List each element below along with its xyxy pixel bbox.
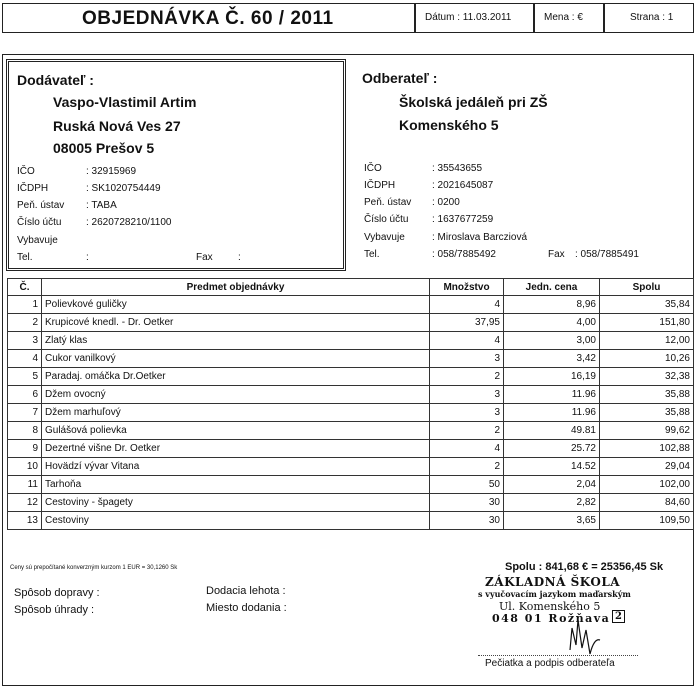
row-total-cell: 35,88 xyxy=(600,386,694,404)
row-unit-price-cell: 16,19 xyxy=(504,368,600,386)
table-row xyxy=(8,404,694,422)
page-title: OBJEDNÁVKA Č. 60 / 2011 xyxy=(82,8,334,29)
col-header-total: Spolu xyxy=(600,279,694,296)
row-quantity-cell: 4 xyxy=(430,296,504,314)
row-total-cell: 102,00 xyxy=(600,476,694,494)
col-header-quantity: Množstvo xyxy=(430,279,504,296)
supplier-street: Ruská Nová Ves 27 xyxy=(53,118,181,134)
currency: Mena : € xyxy=(544,12,583,23)
customer-name: Školská jedáleň pri ZŠ xyxy=(399,94,548,110)
row-number-cell: 7 xyxy=(8,404,42,422)
row-item-cell: Krupicové knedl. - Dr. Oetker xyxy=(42,314,430,332)
supplier-fax-value: : xyxy=(238,252,241,263)
grand-total: Spolu : 841,68 € = 25356,45 Sk xyxy=(505,561,664,573)
table-row xyxy=(8,368,694,386)
col-header-unit-price: Jedn. cena xyxy=(504,279,600,296)
signature-line xyxy=(478,655,638,656)
customer-tel-value: : 058/7885492 xyxy=(432,249,496,260)
row-number-cell: 10 xyxy=(8,458,42,476)
row-unit-price-cell: 2,82 xyxy=(504,494,600,512)
supplier-tel-value: : xyxy=(86,252,89,263)
row-quantity-cell: 30 xyxy=(430,512,504,530)
table-row xyxy=(8,458,694,476)
row-number-cell: 6 xyxy=(8,386,42,404)
table-header-row xyxy=(8,279,694,296)
page-number: Strana : 1 xyxy=(630,12,674,23)
row-number-cell: 2 xyxy=(8,314,42,332)
row-item-cell: Zlatý klas xyxy=(42,332,430,350)
row-unit-price-cell: 14.52 xyxy=(504,458,600,476)
row-item-cell: Cestoviny - špagety xyxy=(42,494,430,512)
row-total-cell: 29,04 xyxy=(600,458,694,476)
row-unit-price-cell: 4,00 xyxy=(504,314,600,332)
row-total-cell: 102,88 xyxy=(600,440,694,458)
supplier-ico-label: IČO xyxy=(17,166,35,177)
supplier-name: Vaspo-Vlastimil Artim xyxy=(53,94,197,110)
row-item-cell: Dezertné višne Dr. Oetker xyxy=(42,440,430,458)
row-quantity-cell: 2 xyxy=(430,368,504,386)
col-header-item: Predmet objednávky xyxy=(42,279,430,296)
row-total-cell: 84,60 xyxy=(600,494,694,512)
delivery-method-label: Spôsob dopravy : xyxy=(14,587,100,599)
row-total-cell: 12,00 xyxy=(600,332,694,350)
row-item-cell: Tarhoňa xyxy=(42,476,430,494)
supplier-icdph-label: IČDPH xyxy=(17,183,49,194)
stamp-number-box: 2 xyxy=(612,610,625,623)
row-total-cell: 10,26 xyxy=(600,350,694,368)
stamp-line-3: Ul. Komenského 5 xyxy=(499,600,601,613)
row-item-cell: Gulášová polievka xyxy=(42,422,430,440)
row-number-cell: 11 xyxy=(8,476,42,494)
row-quantity-cell: 30 xyxy=(430,494,504,512)
customer-ico-value: : 35543655 xyxy=(432,163,483,174)
customer-ico-label: IČO xyxy=(364,163,382,174)
customer-icdph-value: : 2021645087 xyxy=(432,180,494,191)
signature-label: Pečiatka a podpis odberateľa xyxy=(485,658,615,669)
row-unit-price-cell: 3,42 xyxy=(504,350,600,368)
row-unit-price-cell: 2,04 xyxy=(504,476,600,494)
stamp-line-4: 048 01 Rožňava xyxy=(492,612,611,625)
table-row xyxy=(8,350,694,368)
row-item-cell: Cestoviny xyxy=(42,512,430,530)
customer-fax-value: : 058/7885491 xyxy=(575,249,639,260)
supplier-bank-label: Peň. ústav xyxy=(17,200,65,211)
supplier-handler-label: Vybavuje xyxy=(17,235,58,246)
conversion-note: Ceny sú prepočítané konverzným kurzom 1 EUR = 30,1260 Sk xyxy=(10,565,178,571)
row-quantity-cell: 37,95 xyxy=(430,314,504,332)
table-row xyxy=(8,494,694,512)
stamp-line-1: ZÁKLADNÁ ŠKOLA xyxy=(485,575,621,589)
col-header-number: Č. xyxy=(8,279,42,296)
row-quantity-cell: 50 xyxy=(430,476,504,494)
table-row xyxy=(8,314,694,332)
supplier-icdph-value: : SK1020754449 xyxy=(86,183,161,194)
row-item-cell: Hovädzí vývar Vitana xyxy=(42,458,430,476)
customer-tel-label: Tel. xyxy=(364,249,380,260)
row-number-cell: 5 xyxy=(8,368,42,386)
row-quantity-cell: 4 xyxy=(430,332,504,350)
row-item-cell: Džem ovocný xyxy=(42,386,430,404)
order-items-table xyxy=(7,278,694,530)
table-row xyxy=(8,512,694,530)
row-unit-price-cell: 8,96 xyxy=(504,296,600,314)
row-number-cell: 1 xyxy=(8,296,42,314)
row-item-cell: Polievkové guličky xyxy=(42,296,430,314)
row-total-cell: 35,84 xyxy=(600,296,694,314)
payment-method-label: Spôsob úhrady : xyxy=(14,604,95,616)
row-total-cell: 99,62 xyxy=(600,422,694,440)
row-total-cell: 32,38 xyxy=(600,368,694,386)
row-unit-price-cell: 49.81 xyxy=(504,422,600,440)
supplier-fax-label: Fax xyxy=(196,252,213,263)
row-quantity-cell: 4 xyxy=(430,440,504,458)
customer-account-value: : 1637677259 xyxy=(432,214,494,225)
row-unit-price-cell: 25.72 xyxy=(504,440,600,458)
stamp-line-2: s vyučovacím jazykom maďarským xyxy=(478,589,631,599)
table-row xyxy=(8,386,694,404)
supplier-account-label: Číslo účtu xyxy=(17,217,62,228)
row-quantity-cell: 3 xyxy=(430,404,504,422)
row-number-cell: 12 xyxy=(8,494,42,512)
row-item-cell: Cukor vanilkový xyxy=(42,350,430,368)
customer-fax-label: Fax xyxy=(548,249,565,260)
customer-handler-value: : Miroslava Barcziová xyxy=(432,232,528,243)
row-quantity-cell: 2 xyxy=(430,422,504,440)
table-row xyxy=(8,440,694,458)
supplier-tel-label: Tel. xyxy=(17,252,33,263)
supplier-heading: Dodávateľ : xyxy=(17,72,94,88)
order-date: Dátum : 11.03.2011 xyxy=(425,12,512,23)
row-quantity-cell: 3 xyxy=(430,350,504,368)
signature-scribble xyxy=(560,610,610,660)
row-total-cell: 35,88 xyxy=(600,404,694,422)
supplier-account-value: : 2620728210/1100 xyxy=(86,217,172,228)
row-unit-price-cell: 11.96 xyxy=(504,386,600,404)
row-number-cell: 8 xyxy=(8,422,42,440)
customer-bank-value: : 0200 xyxy=(432,197,460,208)
customer-account-label: Číslo účtu xyxy=(364,214,409,225)
supplier-ico-value: : 32915969 xyxy=(86,166,137,177)
customer-handler-label: Vybavuje xyxy=(364,232,405,243)
row-number-cell: 13 xyxy=(8,512,42,530)
row-number-cell: 3 xyxy=(8,332,42,350)
supplier-city: 08005 Prešov 5 xyxy=(53,140,155,156)
customer-bank-label: Peň. ústav xyxy=(364,197,412,208)
row-total-cell: 109,50 xyxy=(600,512,694,530)
row-quantity-cell: 2 xyxy=(430,458,504,476)
table-row xyxy=(8,332,694,350)
table-row xyxy=(8,422,694,440)
table-row xyxy=(8,476,694,494)
row-unit-price-cell: 3,65 xyxy=(504,512,600,530)
row-total-cell: 151,80 xyxy=(600,314,694,332)
table-row xyxy=(8,296,694,314)
supplier-bank-value: : TABA xyxy=(86,200,117,211)
row-number-cell: 9 xyxy=(8,440,42,458)
row-unit-price-cell: 11.96 xyxy=(504,404,600,422)
delivery-deadline-label: Dodacia lehota : xyxy=(206,585,286,597)
row-item-cell: Paradaj. omáčka Dr.Oetker xyxy=(42,368,430,386)
customer-icdph-label: IČDPH xyxy=(364,180,396,191)
customer-street: Komenského 5 xyxy=(399,117,499,133)
row-item-cell: Džem marhuľový xyxy=(42,404,430,422)
row-quantity-cell: 3 xyxy=(430,386,504,404)
row-unit-price-cell: 3,00 xyxy=(504,332,600,350)
row-number-cell: 4 xyxy=(8,350,42,368)
delivery-place-label: Miesto dodania : xyxy=(206,602,287,614)
customer-heading: Odberateľ : xyxy=(362,70,438,86)
